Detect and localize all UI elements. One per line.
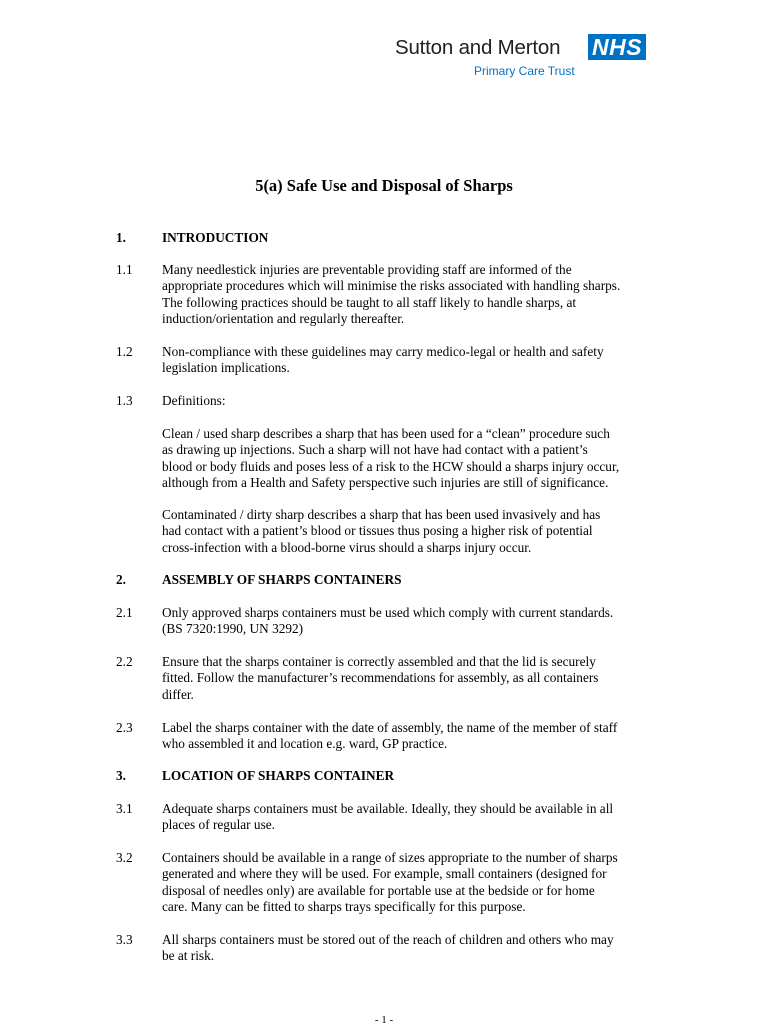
text-line: Only approved sharps containers must be used which comply with current standards. — [162, 605, 614, 620]
text-line: The following practices should be taught to all staff likely to handle sharps, at — [162, 294, 577, 310]
paragraph-number: 1.3 — [116, 393, 133, 408]
text-line: Clean / used sharp describes a sharp that has been used for a “clean” procedure such — [162, 426, 610, 441]
text-line: (BS 7320:1990, UN 3292) — [162, 621, 304, 637]
paragraph-number: 2.1 — [116, 605, 133, 620]
text-line: care. Many can be fitted to sharps trays specifically for this purpose. — [162, 898, 526, 914]
text-line: Ensure that the sharps container is correctly assembled and that the lid is securely — [162, 654, 596, 669]
paragraph-text — [162, 932, 662, 965]
paragraph-number: 2.3 — [116, 720, 133, 735]
section-title: LOCATION OF SHARPS CONTAINER — [162, 768, 395, 783]
text-line: legislation implications. — [162, 360, 290, 376]
section-number: 1. — [116, 230, 126, 245]
text-line: differ. — [162, 686, 194, 702]
text-line: fitted. Follow the manufacturer’s recommendations for assembly, as all containers — [162, 670, 599, 686]
paragraph-text — [162, 720, 662, 753]
header — [395, 33, 655, 83]
org-subtitle: Primary Care Trust — [474, 64, 575, 78]
paragraph-number: 1.2 — [116, 344, 133, 359]
text-line: Non-compliance with these guidelines may carry medico-legal or health and safety — [162, 344, 604, 359]
paragraph-text — [162, 654, 662, 703]
text-line: had contact with a patient’s blood or tissues thus posing a higher risk of potential — [162, 523, 593, 539]
text-line: be at risk. — [162, 948, 215, 964]
text-line: blood or body fluids and poses less of a risk to the HCW should a sharps injury occur, — [162, 458, 620, 474]
paragraph-number: 3.1 — [116, 801, 133, 816]
section-number: 3. — [116, 768, 126, 783]
org-name: Sutton and Merton — [395, 36, 561, 59]
page-number: - 1 - — [374, 1014, 394, 1026]
document-title: 5(a) Safe Use and Disposal of Sharps — [255, 176, 513, 195]
text-line: generated and where they will be used. For example, small containers (designed for — [162, 866, 607, 882]
paragraph-text — [162, 426, 662, 491]
section-number: 2. — [116, 572, 126, 587]
paragraph-number: 3.3 — [116, 932, 133, 947]
text-line: Adequate sharps containers must be available. Ideally, they should be available in all — [162, 801, 614, 816]
text-line: cross-infection with a blood-borne virus should a sharps injury occur. — [162, 539, 532, 555]
nhs-logo-text: NHS — [591, 33, 643, 60]
paragraph-text — [162, 393, 662, 409]
text-line: who assembled it and location e.g. ward, GP practice. — [162, 736, 448, 752]
paragraph-text — [162, 850, 662, 915]
text-line: although from a Health and Safety perspective such injuries are still of significance. — [162, 474, 609, 490]
section-title: ASSEMBLY OF SHARPS CONTAINERS — [162, 572, 402, 587]
paragraph-number: 1.1 — [116, 262, 133, 277]
text-line: as drawing up injections. Such a sharp will not have had contact with a patient’s — [162, 442, 588, 458]
paragraph-text — [162, 801, 662, 834]
paragraph-text — [162, 507, 662, 556]
paragraph-number: 2.2 — [116, 654, 133, 669]
text-line: appropriate procedures which will minimise the risks associated with handling sharps. — [162, 278, 621, 294]
paragraph-text — [162, 605, 662, 638]
text-line: Contaminated / dirty sharp describes a sharp that has been used invasively and has — [162, 507, 601, 522]
paragraph-text — [162, 262, 662, 327]
paragraph-text — [162, 344, 662, 377]
section-title: INTRODUCTION — [162, 230, 269, 245]
text-line: Label the sharps container with the date of assembly, the name of the member of staff — [162, 720, 618, 735]
text-line: places of regular use. — [162, 817, 275, 833]
text-line: All sharps containers must be stored out of the reach of children and others who may — [162, 932, 614, 947]
text-line: Definitions: — [162, 393, 226, 408]
text-line: induction/orientation and regularly thereafter. — [162, 310, 405, 326]
paragraph-number: 3.2 — [116, 850, 133, 865]
text-line: Containers should be available in a range of sizes appropriate to the number of sharps — [162, 850, 618, 865]
text-line: disposal of needles only) are available for portable use at the bedside or for home — [162, 882, 595, 898]
text-line: Many needlestick injuries are preventable providing staff are informed of the — [162, 262, 572, 277]
nhs-logo-icon — [588, 34, 646, 60]
